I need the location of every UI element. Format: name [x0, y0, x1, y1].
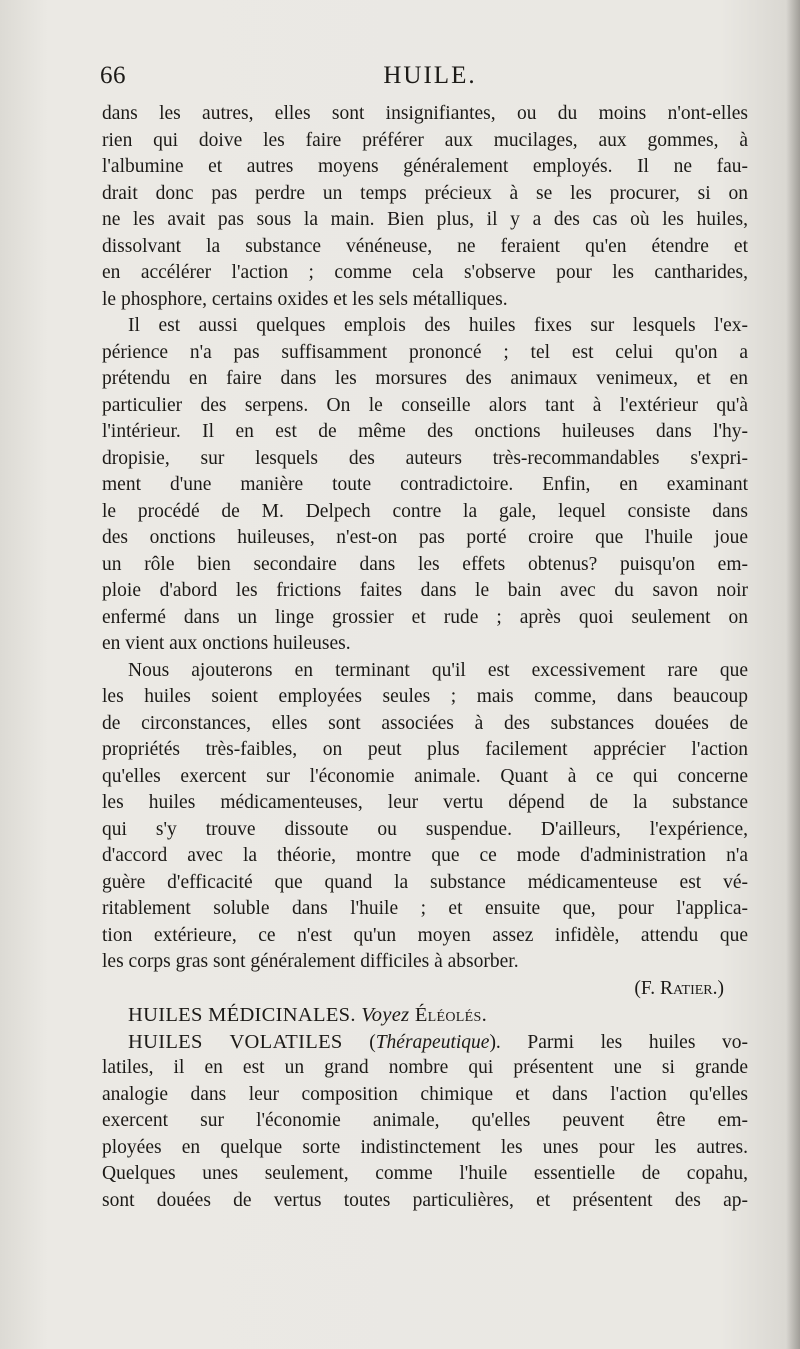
text-line: analogie dans leur composition chimique et dans l'action qu'elles	[102, 1083, 748, 1105]
text-line: les huiles médicamenteuses, leur vertu dépend de la substance	[102, 792, 748, 813]
text-line: tion extérieure, ce n'est qu'un moyen assez infidèle, attendu que	[102, 924, 748, 946]
text-line: d'accord avec la théorie, montre que ce mode d'administration n'a	[102, 845, 748, 866]
text-run: Parmi les huiles vo-	[527, 1031, 748, 1053]
text-line: un rôle bien secondaire dans les effets obtenus? puisqu'on em-	[102, 553, 748, 575]
entry-huiles-medicinales	[102, 1002, 748, 1029]
text-line: enfermé dans un linge grossier et rude ; après quoi seulement on	[102, 606, 748, 628]
text-line: sont douées de vertus toutes particulières, et présentent des ap-	[102, 1189, 748, 1211]
page-number: 66	[100, 62, 126, 89]
text-line: l'albumine et autres moyens généralement employés. Il ne fau-	[102, 156, 748, 177]
text-line: guère d'efficacité que quand la substance médicamenteuse est vé-	[102, 871, 748, 893]
text-line: en accélérer l'action ; comme cela s'observe pour les cantharides,	[102, 262, 748, 283]
text-line: propriétés très-faibles, on peut plus facilement apprécier l'action	[102, 739, 748, 760]
text-line: périence n'a pas suffisamment prononcé ; tel est celui qu'on a	[102, 341, 748, 363]
text-line: des onctions huileuses, n'est-on pas porté croire que l'huile joue	[102, 527, 748, 548]
entry-huiles-volatiles	[102, 1029, 748, 1056]
text-line: dissolvant la substance vénéneuse, ne feraient qu'en étendre et	[102, 235, 748, 257]
text-line: Nous ajouterons en terminant qu'il est excessivement rare que	[128, 659, 748, 681]
text-line: l'intérieur. Il en est de même des onctions huileuses dans l'hy-	[102, 421, 748, 442]
text-line: ploie d'abord les frictions faites dans le bain avec du savon noir	[102, 580, 748, 601]
main-text	[102, 101, 748, 1214]
text-line: le procédé de M. Delpech contre la gale, lequel consiste dans	[102, 500, 748, 522]
text-line: Quelques unes seulement, comme l'huile essentielle de copahu,	[102, 1163, 748, 1184]
text-line: dans les autres, elles sont insignifiantes, ou du moins n'ont-elles	[102, 103, 748, 124]
text-line: les huiles soient employées seules ; mais comme, dans beaucoup	[102, 686, 748, 707]
paren-close: ).	[489, 1031, 501, 1053]
text-line: qu'elles exercent sur l'économie animale. Quant à ce qui concerne	[102, 765, 748, 787]
text-line: en vient aux onctions huileuses.	[102, 633, 351, 654]
running-head: HUILE.	[383, 62, 477, 89]
text-line: le phosphore, certains oxides et les sels métalliques.	[102, 288, 508, 310]
text-line: rien qui doive les faire préférer aux mucilages, aux gommes, à	[102, 129, 748, 151]
entry-qualifier: Thérapeutique	[375, 1031, 490, 1053]
entry-headword: HUILES VOLATILES	[128, 1030, 343, 1053]
text-line: ment d'une manière toute contradictoire. Enfin, en examinant	[102, 474, 748, 495]
text-line: ritablement soluble dans l'huile ; et ensuite que, pour l'applica-	[102, 898, 748, 919]
text-line: les corps gras sont généralement difficiles à absorber.	[102, 951, 519, 972]
text-line: dropisie, sur lesquels des auteurs très-recommandables s'expri-	[102, 447, 748, 469]
text-line: de circonstances, elles sont associées à des substances douées de	[102, 712, 748, 734]
voyez-label: Voyez	[361, 1004, 410, 1026]
text-line: particulier des serpens. On le conseille alors tant à l'extérieur qu'à	[102, 394, 748, 416]
text-line: ne les avait pas sous la main. Bien plus, il y a des cas où les huiles,	[102, 209, 748, 230]
text-line: ployées en quelque sorte indistinctement les unes pour les autres.	[102, 1136, 748, 1158]
text-line: prétendu en faire dans les morsures des animaux venimeux, et en	[102, 368, 748, 389]
text-line: exercent sur l'économie animale, qu'elles peuvent être em-	[102, 1110, 748, 1131]
author-signature: (F. Ratier.)	[634, 977, 724, 999]
page-gutter-shadow	[786, 0, 800, 1349]
text-line: qui s'y trouve dissoute ou suspendue. D'ailleurs, l'expérience,	[102, 818, 748, 840]
entry-headword: HUILES MÉDICINALES.	[128, 1004, 356, 1026]
page-header	[100, 62, 748, 96]
text-line: drait donc pas perdre un temps précieux à se les procurer, si on	[102, 182, 748, 204]
cross-reference: Éléolés.	[414, 1004, 487, 1026]
paren-open: (	[369, 1031, 376, 1053]
text-line: latiles, il en est un grand nombre qui présentent une si grande	[102, 1057, 748, 1078]
text-line: Il est aussi quelques emplois des huiles fixes sur lesquels l'ex-	[128, 315, 748, 336]
